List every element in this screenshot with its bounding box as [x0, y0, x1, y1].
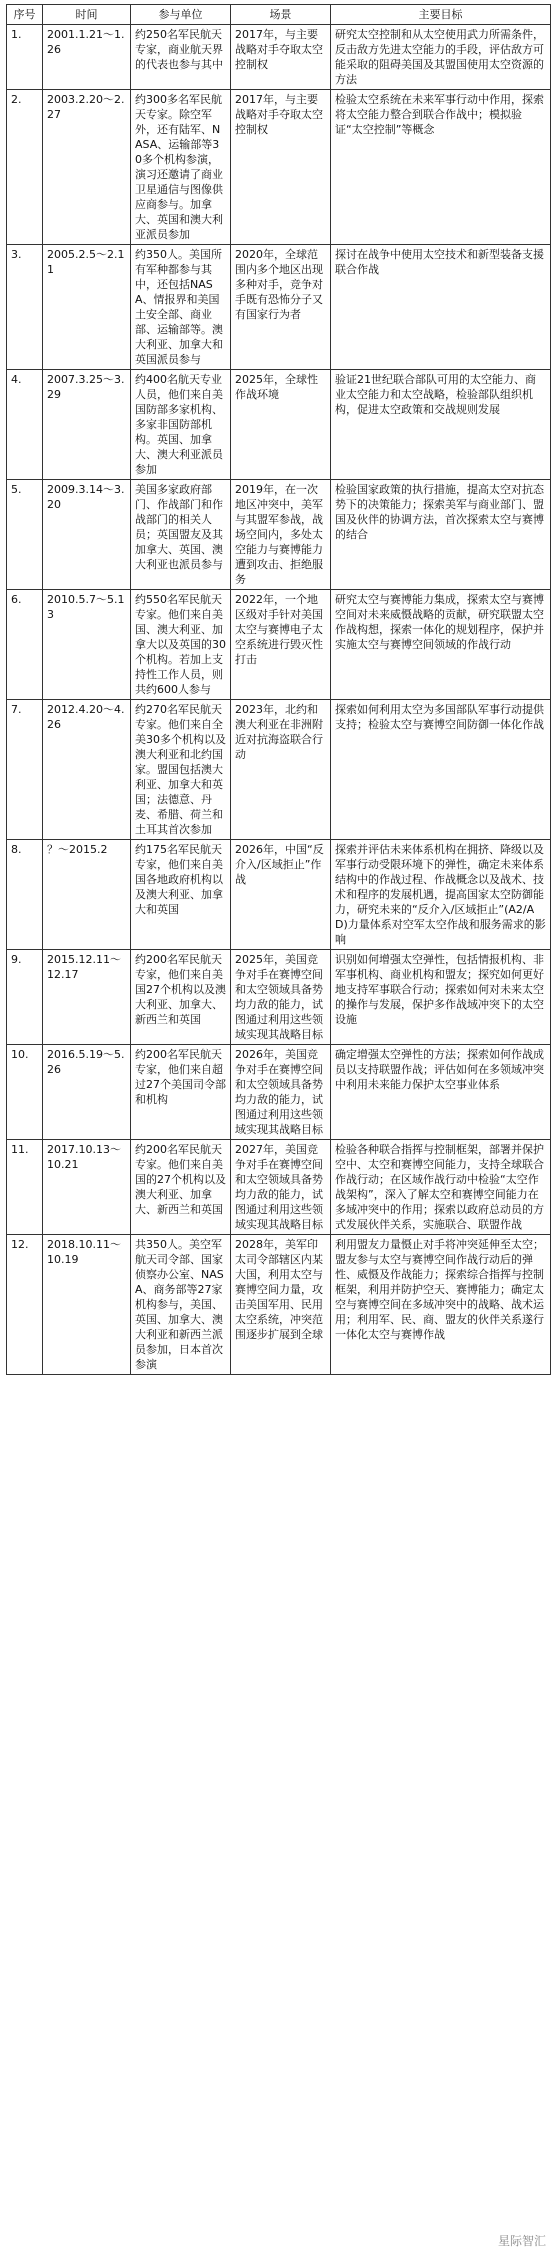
cell-no: 6. — [7, 590, 43, 700]
cell-time: ？～2015.2 — [43, 840, 131, 950]
cell-goal: 利用盟友力量慑止对手将冲突延伸至太空；盟友参与太空与赛博空间作战行动后的弹性、威慑及作战能力；探索综合指挥与控制框架，利用并防护空天、赛博能力；确定太空与赛博空间在多域冲突中的战略、战术运用；利用军、民、商、盟友的伙伴关系遂行一体化太空与赛博作战 — [331, 1235, 551, 1375]
cell-scenario: 2026年，中国“反介入/区域拒止”作战 — [231, 840, 331, 950]
header-scenario: 场景 — [231, 5, 331, 25]
cell-goal: 研究太空与赛博能力集成，探索太空与赛博空间对未来威慑战略的贡献，研究联盟太空作战构想，探索一体化的规划程序，保护并实施太空与赛博空间领域的作战行动 — [331, 590, 551, 700]
cell-units: 约270名军民航天专家。他们来自全美30多个机构以及澳大利亚和北约国家。盟国包括澳大利亚、加拿大和英国；法德意、丹麦、希腊、荷兰和土耳其首次参加 — [131, 700, 231, 840]
cell-scenario: 2027年，美国竞争对手在赛博空间和太空领域具备势均力敌的能力，试图通过利用这些领域实现其战略目标 — [231, 1140, 331, 1235]
table-row — [7, 1045, 551, 1140]
cell-no: 7. — [7, 700, 43, 840]
cell-scenario: 2028年，美军印太司令部辖区内某大国，利用太空与赛博空间力量，攻击美国军用、民用太空系统，冲突范围逐步扩展到全球 — [231, 1235, 331, 1375]
cell-no: 5. — [7, 480, 43, 590]
cell-goal: 验证21世纪联合部队可用的太空能力、商业太空能力和太空战略，检验部队组织机构，促进太空政策和交战规则发展 — [331, 370, 551, 480]
table-row — [7, 700, 551, 840]
cell-no: 2. — [7, 90, 43, 245]
cell-goal: 检验国家政策的执行措施，提高太空对抗态势下的决策能力；探索美军与商业部门、盟国及伙伴的协调方法，首次探索太空与赛博的结合 — [331, 480, 551, 590]
cell-goal: 识别如何增强太空弹性，包括情报机构、非军事机构、商业机构和盟友；探究如何更好地支持军事联合行动；探索如何对未来太空的操作与发展，保护多作战域冲突下的太空设施 — [331, 950, 551, 1045]
table-row — [7, 90, 551, 245]
cell-units: 约200名军民航天专家，他们来自美国27个机构以及澳大利亚、加拿大、新西兰和英国 — [131, 950, 231, 1045]
cell-units: 约250名军民航天专家，商业航天界的代表也参与其中 — [131, 25, 231, 90]
cell-units: 共350人。美空军航天司令部、国家侦察办公室、NASA、商务部等27家机构参与，美国、英国、加拿大、澳大利亚和新西兰派员参加，日本首次参演 — [131, 1235, 231, 1375]
cell-no: 8. — [7, 840, 43, 950]
cell-time: 2010.5.7～5.13 — [43, 590, 131, 700]
cell-units: 约175名军民航天专家，他们来自美国各地政府机构以及澳大利亚、加拿大和英国 — [131, 840, 231, 950]
cell-goal: 探讨在战争中使用太空技术和新型装备支援联合作战 — [331, 245, 551, 370]
table-row — [7, 1140, 551, 1235]
table-row — [7, 370, 551, 480]
table-header-row — [7, 5, 551, 25]
table-row — [7, 480, 551, 590]
table-row — [7, 245, 551, 370]
table-row — [7, 590, 551, 700]
cell-no: 12. — [7, 1235, 43, 1375]
cell-scenario: 2025年，美国竞争对手在赛博空间和太空领域具备势均力敌的能力，试图通过利用这些领域实现其战略目标 — [231, 950, 331, 1045]
cell-scenario: 2023年，北约和澳大利亚在非洲附近对抗海盗联合行动 — [231, 700, 331, 840]
cell-units: 约200名军民航天专家。他们来自美国的27个机构以及澳大利亚、加拿大、新西兰和英国 — [131, 1140, 231, 1235]
cell-scenario: 2017年，与主要战略对手夺取太空控制权 — [231, 90, 331, 245]
header-goal: 主要目标 — [331, 5, 551, 25]
exercise-table — [6, 4, 551, 1375]
cell-time: 2016.5.19～5.26 — [43, 1045, 131, 1140]
cell-no: 1. — [7, 25, 43, 90]
cell-scenario: 2017年，与主要战略对手夺取太空控制权 — [231, 25, 331, 90]
cell-no: 3. — [7, 245, 43, 370]
cell-scenario: 2025年，全球性作战环境 — [231, 370, 331, 480]
table-row — [7, 950, 551, 1045]
cell-scenario: 2020年，全球范围内多个地区出现多种对手，竞争对手既有恐怖分子又有国家行为者 — [231, 245, 331, 370]
table-row — [7, 25, 551, 90]
cell-goal: 研究太空控制和从太空使用武力所需条件，反击敌方先进太空能力的手段，评估敌方可能采取的阻碍美国及其盟国使用太空资源的方法 — [331, 25, 551, 90]
cell-time: 2015.12.11～12.17 — [43, 950, 131, 1045]
cell-no: 4. — [7, 370, 43, 480]
cell-scenario: 2026年，美国竞争对手在赛博空间和太空领域具备势均力敌的能力，试图通过利用这些领域实现其战略目标 — [231, 1045, 331, 1140]
cell-no: 10. — [7, 1045, 43, 1140]
cell-time: 2007.3.25～3.29 — [43, 370, 131, 480]
cell-goal: 检验太空系统在未来军事行动中作用，探索将太空能力整合到联合作战中；模拟验证“太空控制”等概念 — [331, 90, 551, 245]
header-time: 时间 — [43, 5, 131, 25]
cell-no: 9. — [7, 950, 43, 1045]
cell-units: 约200名军民航天专家，他们来自超过27个美国司令部和机构 — [131, 1045, 231, 1140]
cell-goal: 探索并评估未来体系机构在拥挤、降级以及军事行动受限环境下的弹性，确定未来体系结构中的作战过程、作战概念以及战术、技术和程序的发展机遇，提高国家太空防御能力，研究未来的“反介入/区域拒止”(A2/AD)力量体系对空军太空作战和服务需求的影响 — [331, 840, 551, 950]
header-no: 序号 — [7, 5, 43, 25]
cell-time: 2017.10.13～10.21 — [43, 1140, 131, 1235]
cell-time: 2009.3.14～3.20 — [43, 480, 131, 590]
cell-scenario: 2022年，一个地区级对手针对美国太空与赛博电子太空系统进行毁灭性打击 — [231, 590, 331, 700]
cell-goal: 探索如何利用太空为多国部队军事行动提供支持；检验太空与赛博空间防御一体化作战 — [331, 700, 551, 840]
cell-time: 2012.4.20～4.26 — [43, 700, 131, 840]
table-row — [7, 840, 551, 950]
watermark-text: 星际智汇 — [497, 2234, 546, 2248]
cell-scenario: 2019年，在一次地区冲突中，美军与其盟军参战，战场空间内，多处太空能力与赛博能力遭到攻击、拒绝服务 — [231, 480, 331, 590]
cell-time: 2005.2.5～2.11 — [43, 245, 131, 370]
cell-time: 2001.1.21～1.26 — [43, 25, 131, 90]
cell-units: 约400名航天专业人员，他们来自美国防部多家机构、多家非国防部机构。英国、加拿大、澳大利亚派员参加 — [131, 370, 231, 480]
cell-units: 美国多家政府部门、作战部门和作战部门的相关人员；英国盟友及其加拿大、英国、澳大利亚也派员参与 — [131, 480, 231, 590]
cell-time: 2003.2.20～2.27 — [43, 90, 131, 245]
cell-time: 2018.10.11～10.19 — [43, 1235, 131, 1375]
cell-goal: 确定增强太空弹性的方法；探索如何作战成员以支持联盟作战；评估如何在多领域冲突中利用未来能力保护太空事业体系 — [331, 1045, 551, 1140]
cell-units: 约550名军民航天专家。他们来自美国、澳大利亚、加拿大以及英国的30个机构。若加上支持性工作人员，则共约600人参与 — [131, 590, 231, 700]
header-units: 参与单位 — [131, 5, 231, 25]
table-row — [7, 1235, 551, 1375]
cell-goal: 检验各种联合指挥与控制框架，部署并保护空中、太空和赛博空间能力，支持全球联合作战行动；在区域作战行动中检验“太空作战架构”，深入了解太空和赛博空间能力在多域冲突中的作用；探索以政府总动员的方式发展伙伴关系，实施联合、联盟作战 — [331, 1140, 551, 1235]
cell-units: 约300多名军民航天专家。除空军外，还有陆军、NASA、运输部等30多个机构参演，演习还邀请了商业卫星通信与图像供应商参与。加拿大、英国和澳大利亚派员参加 — [131, 90, 231, 245]
cell-no: 11. — [7, 1140, 43, 1235]
cell-units: 约350人。美国所有军种都参与其中，还包括NASA、情报界和美国土安全部、商业部、运输部等。澳大利亚、加拿大和英国派员参与 — [131, 245, 231, 370]
